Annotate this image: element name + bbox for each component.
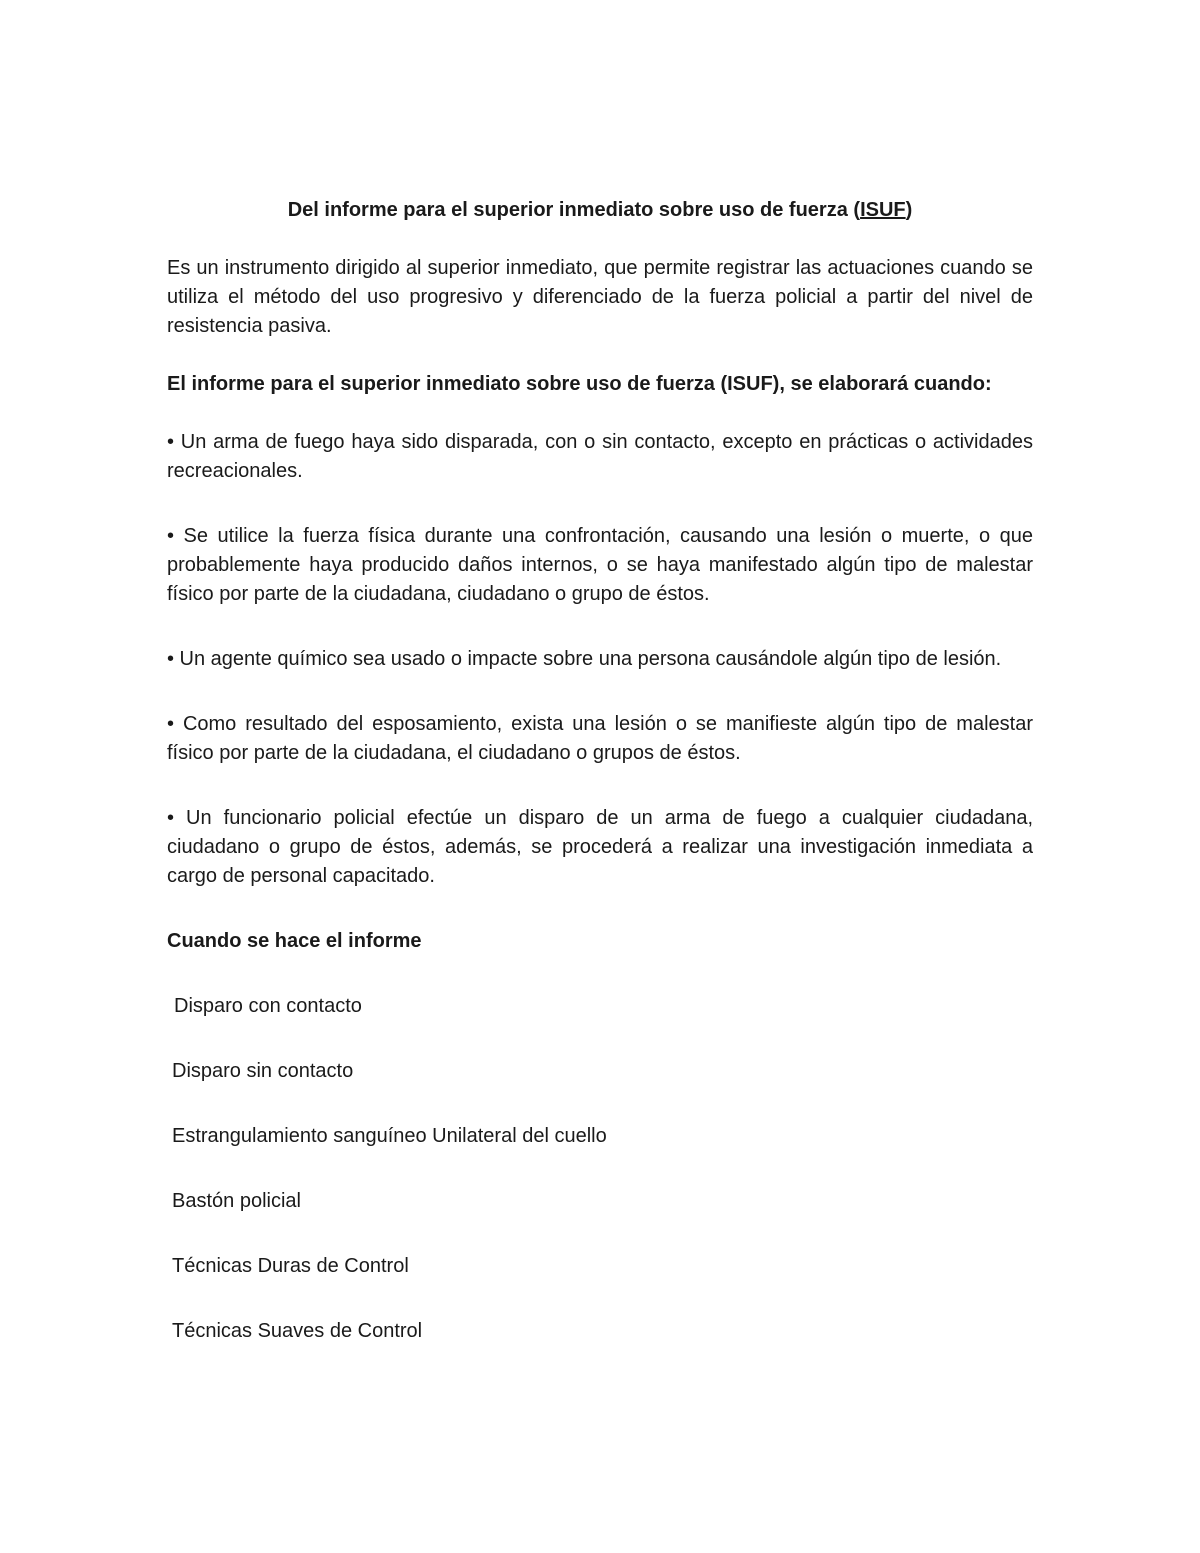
condition-item: • Se utilice la fuerza física durante una confrontación, causando una lesión o muerte, o que probablemente haya producido daños internos, o se haya manifestado algún tipo de malestar físico por parte de la ciudadana, ciudadano o grupo de éstos. <box>167 525 1033 605</box>
condition-item: • Como resultado del esposamiento, exista una lesión o se manifieste algún tipo de malestar físico por parte de la ciudadana, el ciudadano o grupos de éstos. <box>167 713 1033 764</box>
condition-item: • Un funcionario policial efectúe un disparo de un arma de fuego a cualquier ciudadana, ciudadano o grupo de éstos, además, se procederá a realizar una investigación inmediata a cargo de personal capacitado. <box>167 807 1033 887</box>
title-abbreviation: ISUF <box>860 199 906 221</box>
title-suffix: ) <box>905 199 913 221</box>
when-list-item: Estrangulamiento sanguíneo Unilateral del cuello <box>172 1125 607 1147</box>
when-list-item: Disparo sin contacto <box>172 1060 354 1082</box>
title-prefix: Del informe para el superior inmediato sobre uso de fuerza ( <box>287 199 861 221</box>
when-list-item: Bastón policial <box>172 1190 301 1212</box>
when-list-item: Técnicas Suaves de Control <box>172 1320 423 1342</box>
condition-item: • Un agente químico sea usado o impacte sobre una persona causándole algún tipo de lesión. <box>167 648 1002 670</box>
when-list-item: Disparo con contacto <box>174 995 362 1017</box>
condition-item: • Un arma de fuego haya sido disparada, con o sin contacto, excepto en prácticas o actividades recreacionales. <box>167 431 1033 482</box>
conditions-heading: El informe para el superior inmediato sobre uso de fuerza (ISUF), se elaborará cuando: <box>167 373 992 395</box>
intro-paragraph: Es un instrumento dirigido al superior inmediato, que permite registrar las actuaciones cuando se utiliza el método del uso progresivo y diferenciado de la fuerza policial a partir del nivel de resistencia pasiva. <box>167 257 1033 337</box>
document-title <box>167 196 1033 225</box>
document-page <box>167 196 1033 1346</box>
when-list-item: Técnicas Duras de Control <box>172 1255 409 1277</box>
when-heading: Cuando se hace el informe <box>167 930 422 952</box>
